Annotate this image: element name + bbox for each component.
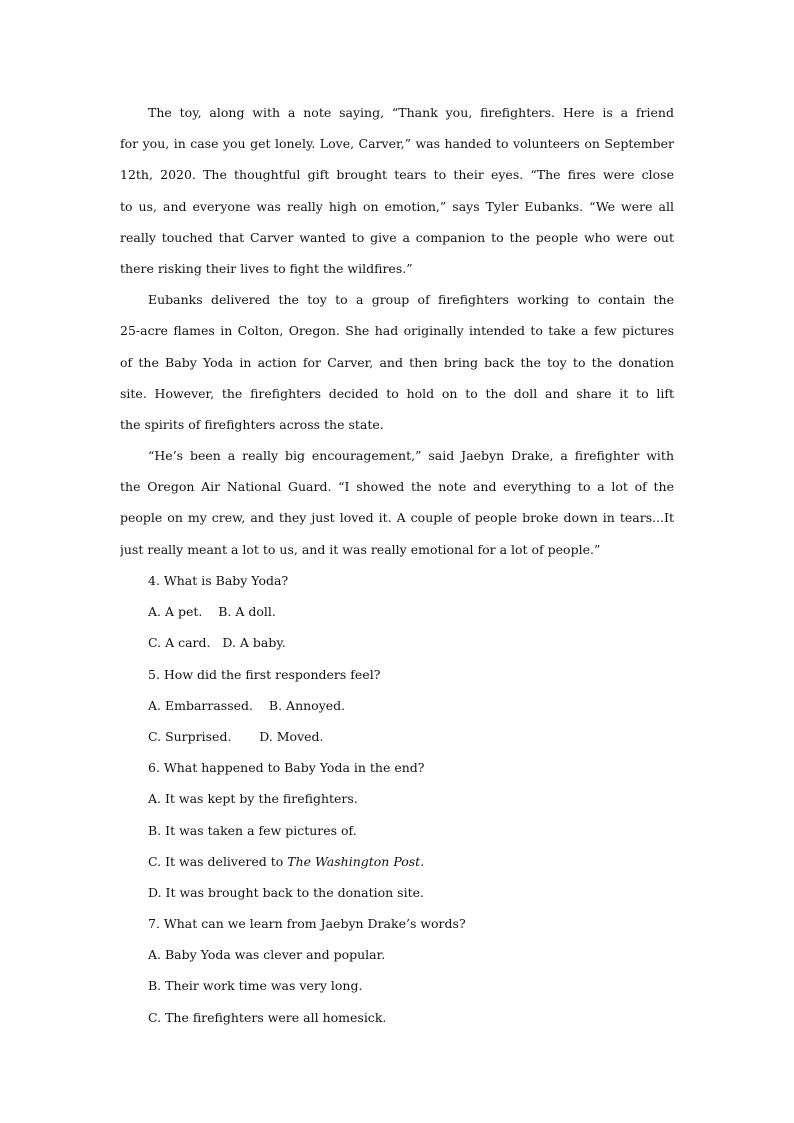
question-5-options-cd: C. Surprised. D. Moved.: [148, 728, 324, 744]
passage-line: there risking their lives to fight the wildfires.”: [120, 260, 413, 276]
passage-line: the Oregon Air National Guard. “I showed the note and everything to a lot of the: [120, 479, 674, 495]
question-7-stem: 7. What can we learn from Jaebyn Drake’s words?: [148, 916, 466, 932]
question-6-stem: 6. What happened to Baby Yoda in the end?: [148, 760, 425, 776]
passage-line: Eubanks delivered the toy to a group of firefighters working to contain the: [148, 292, 674, 308]
option-c-period: .: [420, 853, 425, 869]
question-4-stem: 4. What is Baby Yoda?: [148, 573, 289, 588]
question-4-options-ab: A. A pet. B. A doll.: [148, 604, 276, 620]
question-6-option-c: [148, 846, 466, 877]
question-list: [148, 565, 466, 1033]
passage-line: really touched that Carver wanted to give a companion to the people who were out: [120, 229, 674, 245]
question-7-option-b: B. Their work time was very long.: [148, 978, 363, 994]
passage-line: the spirits of firefighters across the state.: [120, 416, 384, 432]
passage-line: just really meant a lot to us, and it was really emotional for a lot of people.”: [120, 541, 601, 557]
passage-line: site. However, the firefighters decided to hold on to the doll and share it to lift: [120, 385, 674, 401]
question-6-option-b: B. It was taken a few pictures of.: [148, 822, 357, 838]
question-7-option-c: C. The firefighters were all homesick.: [148, 1009, 387, 1025]
question-4-options-cd: C. A card. D. A baby.: [148, 635, 286, 651]
passage-line: The toy, along with a note saying, “Thank you, firefighters. Here is a friend: [148, 105, 674, 120]
passage-line: for you, in case you get lonely. Love, Carver,” was handed to volunteers on September: [120, 136, 674, 152]
passage-line: 25-acre flames in Colton, Oregon. She had originally intended to take a few pictures: [120, 323, 674, 339]
question-6-option-a: A. It was kept by the firefighters.: [148, 791, 358, 807]
passage-line: people on my crew, and they just loved it. A couple of people broke down in tears...It: [120, 510, 674, 526]
passage-line: of the Baby Yoda in action for Carver, and then bring back the toy to the donation: [120, 354, 674, 370]
passage-line: 12th, 2020. The thoughtful gift brought tears to their eyes. “The fires were close: [120, 167, 674, 183]
passage: [120, 97, 674, 565]
passage-line: “He’s been a really big encouragement,” said Jaebyn Drake, a firefighter with: [148, 448, 674, 464]
newspaper-title: The Washington Post: [287, 853, 421, 869]
question-5-stem: 5. How did the first responders feel?: [148, 666, 381, 682]
question-5-options-ab: A. Embarrassed. B. Annoyed.: [148, 697, 346, 713]
option-c-text: C. It was delivered to: [148, 853, 288, 869]
question-7-option-a: A. Baby Yoda was clever and popular.: [148, 947, 386, 963]
question-6-option-d: D. It was brought back to the donation site.: [148, 884, 424, 900]
passage-line: to us, and everyone was really high on emotion,” says Tyler Eubanks. “We were all: [120, 198, 674, 214]
